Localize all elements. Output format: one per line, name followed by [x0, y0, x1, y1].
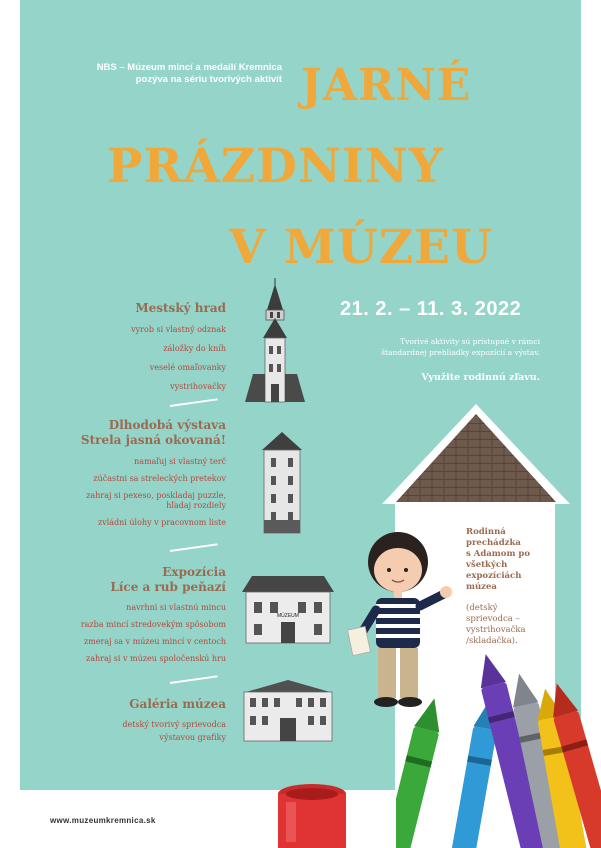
route-line: Rodinná	[466, 527, 506, 537]
gallery-building-image	[242, 680, 334, 742]
family-walk-note	[466, 603, 566, 647]
route-note-line: vystrihovačka	[466, 625, 526, 635]
activity-item: namaľuj si vlastný terč	[134, 457, 226, 466]
activity-item: vyrob si vlastný odznak	[131, 325, 226, 334]
museum-sign: MÚZEUM	[277, 613, 299, 619]
activity-item: hľadaj rozdiely	[166, 501, 226, 510]
section-title-castle	[40, 301, 226, 316]
route-line: prechádzka	[466, 538, 521, 548]
info-line: Tvorivé aktivity sú prístupné v rámci	[400, 337, 540, 346]
route-line: múzea	[466, 582, 497, 592]
activity-item: zvládni úlohy v pracovnom liste	[97, 518, 226, 527]
activity-item: záložky do kníh	[163, 344, 226, 353]
activity-list-castle	[40, 325, 226, 392]
route-line: všetkých	[466, 560, 508, 570]
route-note-line: sprievodca –	[466, 614, 520, 624]
info-text	[328, 336, 540, 358]
section-title-expo	[40, 565, 226, 595]
section-title-line: Dlhodobá výstava	[108, 418, 226, 432]
activity-item: zúčastni sa streleckých pretekov	[93, 474, 226, 483]
crayons-image	[396, 648, 601, 848]
route-note-line: /skladačka).	[466, 636, 518, 646]
route-note-line: (detský	[466, 603, 498, 613]
activity-item: detský tvorivý sprievodca	[122, 720, 226, 729]
section-title-line: Galéria múzea	[129, 697, 226, 711]
intro-line: NBS – Múzeum mincí a medailí Kremnica	[96, 62, 282, 73]
section-title-gallery	[40, 697, 226, 712]
intro-text	[20, 62, 282, 86]
route-line: expozíciách	[466, 571, 522, 581]
activity-list-gallery	[40, 720, 226, 743]
family-walk-title	[466, 527, 566, 593]
section-title-exhibition	[40, 418, 226, 448]
activity-item: vystrihovačky	[170, 382, 226, 391]
activity-item: výstavou grafiky	[159, 733, 226, 742]
website-url[interactable]: www.muzeumkremnica.sk	[50, 816, 156, 825]
activity-list-exhibition	[40, 457, 226, 528]
section-title-line: Mestský hrad	[135, 301, 226, 315]
activity-item: navrhni si vlastnú mincu	[126, 603, 226, 612]
activity-list-expo	[40, 603, 226, 664]
title-line-1: JARNÉ	[301, 60, 472, 111]
activity-item: veselé omaľovanky	[149, 363, 226, 372]
activity-item: zmeraj sa v múzeu mincí v centoch	[84, 637, 226, 646]
paper-house-roof	[378, 400, 574, 506]
activity-item: zahraj si v múzeu spoločenskú hru	[86, 654, 226, 663]
section-title-line: Strela jasná okovaná!	[80, 433, 226, 447]
paint-jar-image	[264, 782, 360, 848]
event-dates: 21. 2. – 11. 3. 2022	[340, 298, 522, 320]
castle-tower-image	[245, 278, 305, 403]
activity-item: zahraj si pexeso, poskladaj puzzle,	[86, 491, 226, 500]
title-line-2: PRÁZDNINY	[107, 139, 444, 194]
exhibition-tower-image	[260, 432, 304, 534]
section-title-line: Expozícia	[162, 565, 226, 579]
section-title-line: Líce a rub peňazí	[110, 580, 226, 594]
intro-line: pozýva na sériu tvorivých aktivít	[135, 74, 282, 85]
family-discount: Využite rodinnú zľavu.	[421, 372, 540, 383]
title-line-3: V MÚZEU	[229, 220, 493, 275]
museum-house-image	[242, 572, 334, 644]
info-line: štandardnej prehliadky expozícií a výstav.	[381, 348, 540, 357]
route-line: s Adamom po	[466, 549, 531, 559]
activity-item: razba mincí stredovekým spôsobom	[80, 620, 226, 629]
